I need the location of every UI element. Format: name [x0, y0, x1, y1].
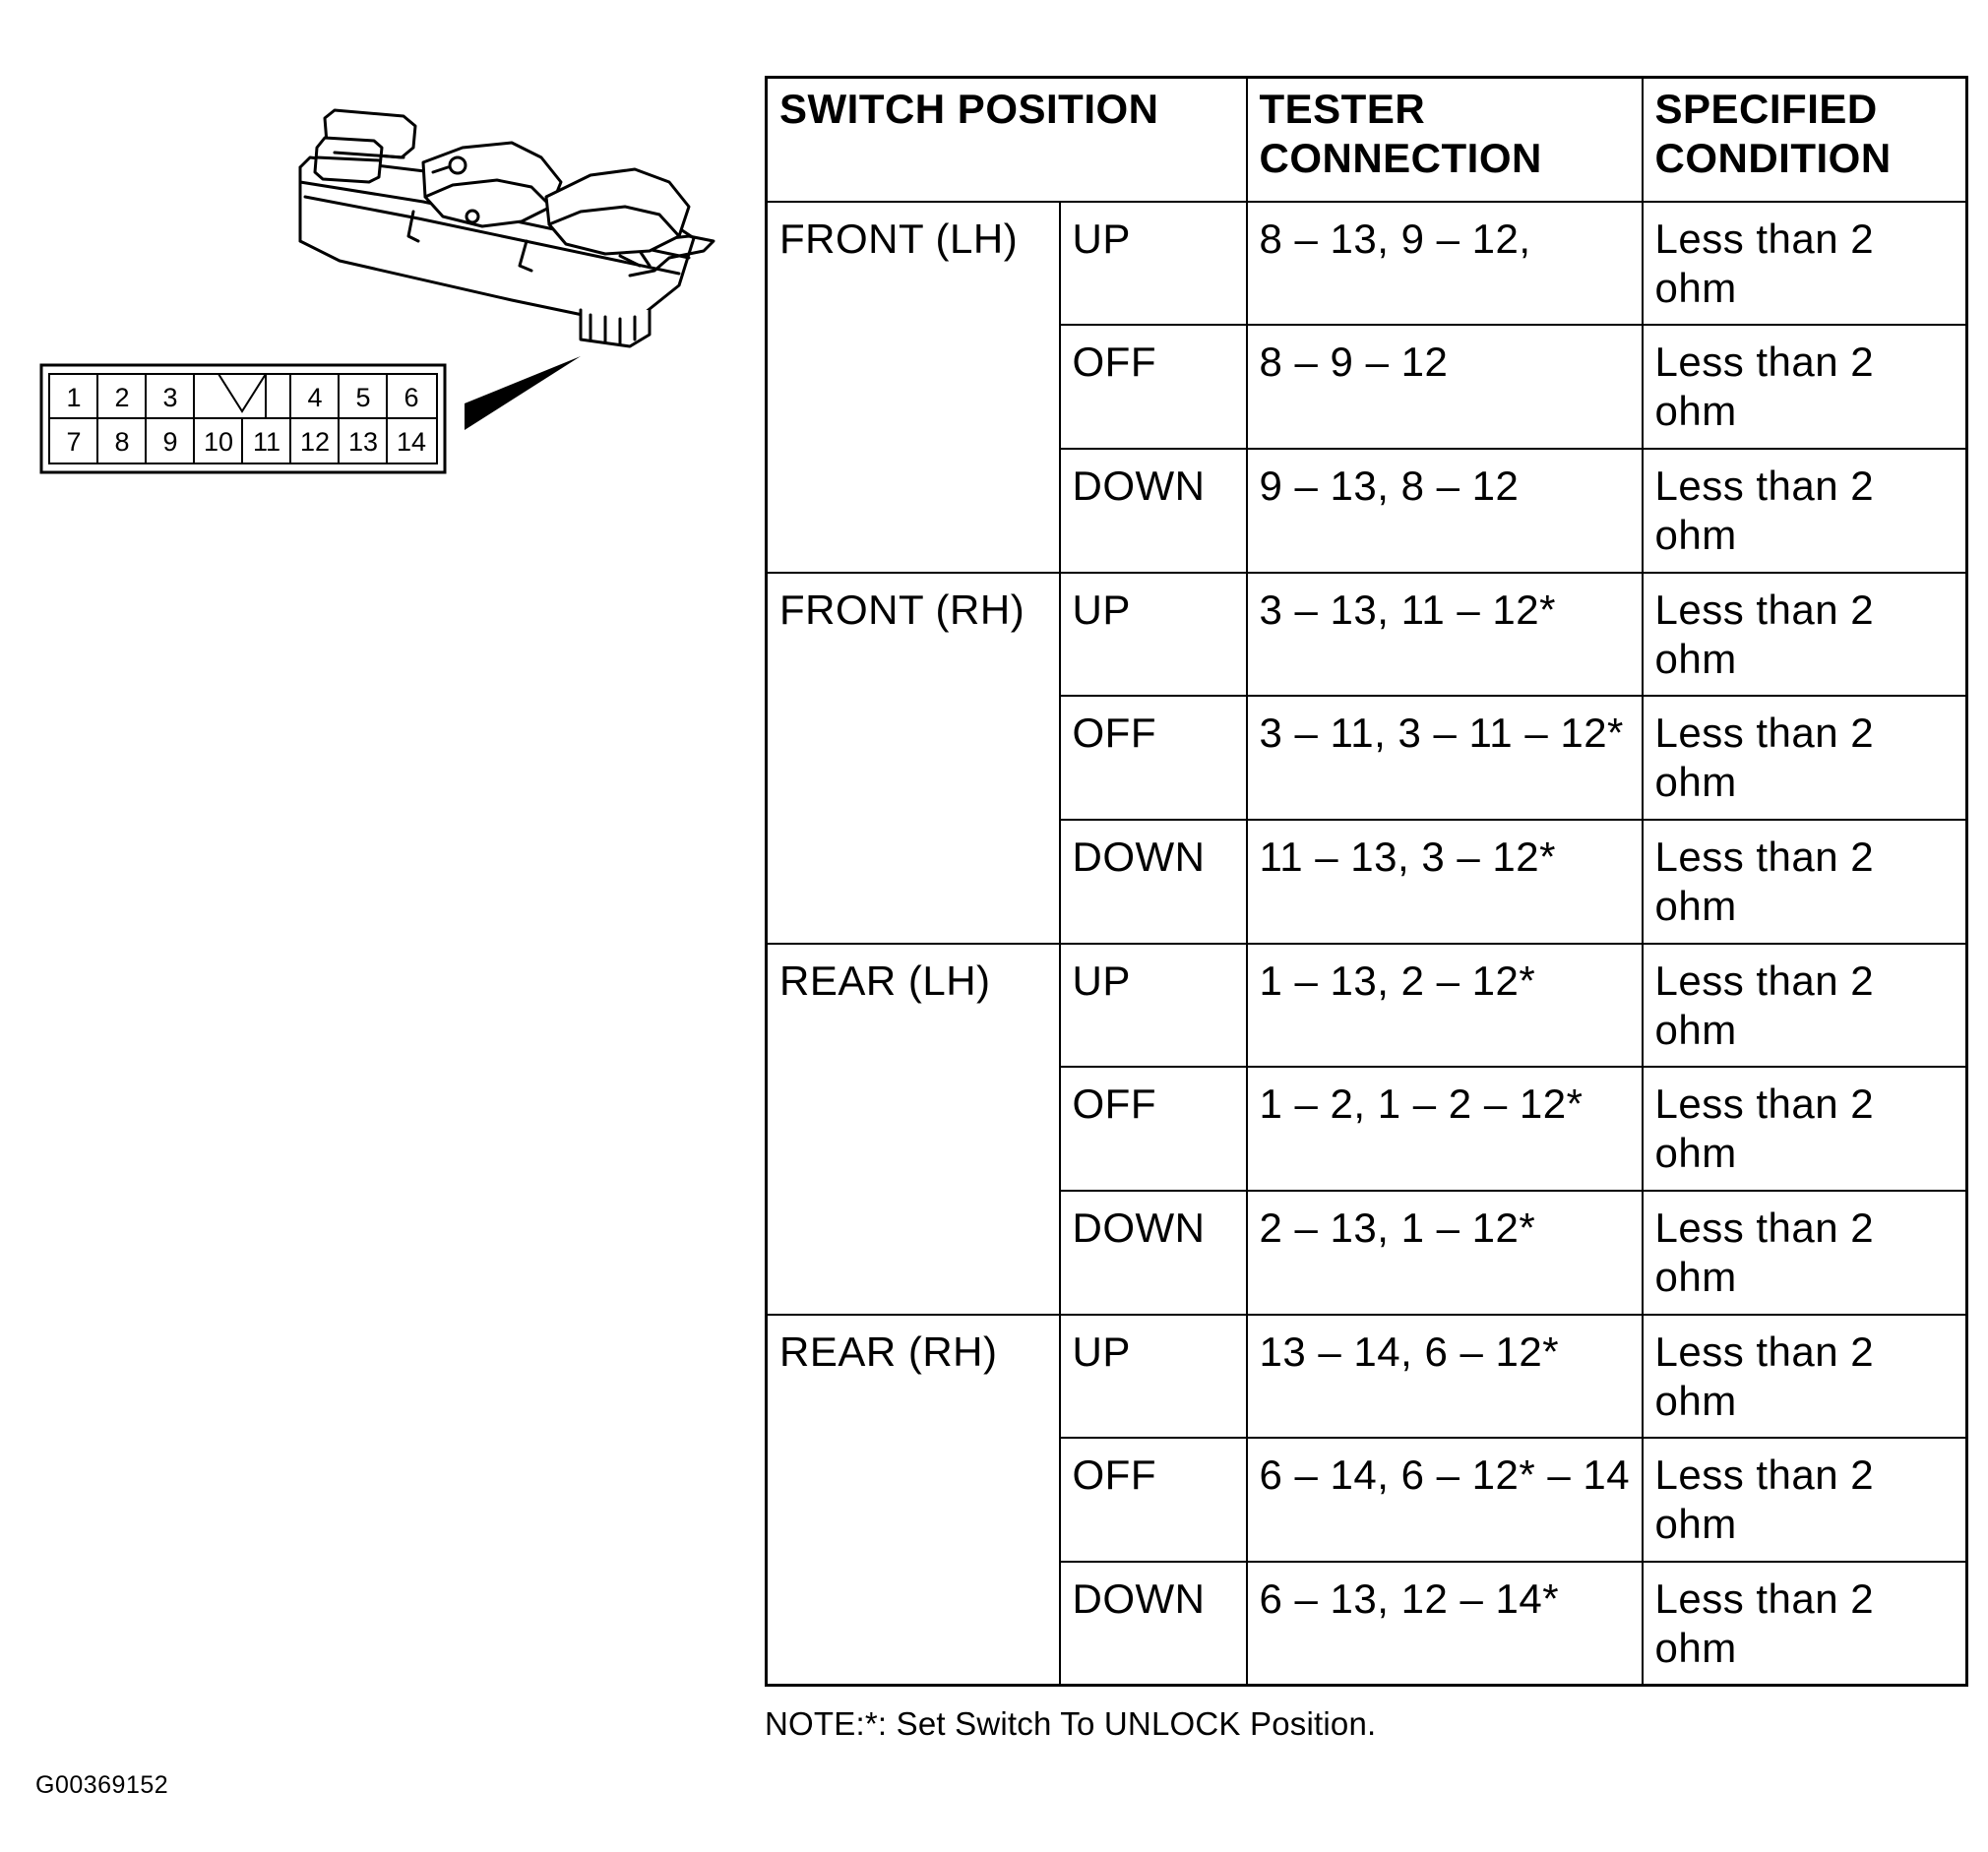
condition-cell: Less than 2 ohm	[1643, 573, 1967, 697]
connection-cell: 8 – 13, 9 – 12,	[1247, 202, 1643, 326]
connection-cell: 8 – 9 – 12	[1247, 325, 1643, 449]
table-row	[767, 573, 1967, 697]
pin-6: 6	[404, 383, 419, 412]
state-cell: UP	[1060, 944, 1247, 1068]
state-cell: DOWN	[1060, 1562, 1247, 1686]
pin-9: 9	[162, 427, 178, 457]
table-row	[767, 1315, 1967, 1439]
state-cell: UP	[1060, 202, 1247, 326]
connection-cell: 2 – 13, 1 – 12*	[1247, 1191, 1643, 1315]
state-cell: OFF	[1060, 1438, 1247, 1562]
table-row	[767, 944, 1967, 1068]
pin-2: 2	[114, 383, 130, 412]
pin-1: 1	[66, 383, 82, 412]
condition-cell: Less than 2 ohm	[1643, 1067, 1967, 1191]
condition-cell: Less than 2 ohm	[1643, 202, 1967, 326]
position-cell: REAR (RH)	[767, 1315, 1060, 1686]
table-row	[767, 202, 1967, 326]
switch-inspection-table	[765, 76, 1968, 1687]
pin-10: 10	[203, 427, 234, 457]
state-cell: OFF	[1060, 325, 1247, 449]
header-specified-condition: SPECIFIED CONDITION	[1643, 78, 1967, 202]
pin-3: 3	[162, 383, 178, 412]
connection-cell: 1 – 2, 1 – 2 – 12*	[1247, 1067, 1643, 1191]
state-cell: DOWN	[1060, 449, 1247, 573]
connection-cell: 6 – 13, 12 – 14*	[1247, 1562, 1643, 1686]
connection-cell: 13 – 14, 6 – 12*	[1247, 1315, 1643, 1439]
connection-cell: 1 – 13, 2 – 12*	[1247, 944, 1643, 1068]
connection-cell: 11 – 13, 3 – 12*	[1247, 820, 1643, 944]
header-tester-connection: TESTER CONNECTION	[1247, 78, 1643, 202]
connection-cell: 6 – 14, 6 – 12* – 14	[1247, 1438, 1643, 1562]
state-cell: UP	[1060, 1315, 1247, 1439]
condition-cell: Less than 2 ohm	[1643, 944, 1967, 1068]
position-cell: FRONT (RH)	[767, 573, 1060, 944]
state-cell: OFF	[1060, 1067, 1247, 1191]
pin-8: 8	[114, 427, 130, 457]
state-cell: OFF	[1060, 696, 1247, 820]
pointer-arrow	[465, 356, 581, 430]
condition-cell: Less than 2 ohm	[1643, 1438, 1967, 1562]
position-cell: FRONT (LH)	[767, 202, 1060, 573]
connector-housing	[581, 310, 650, 346]
pin-11: 11	[252, 427, 281, 457]
condition-cell: Less than 2 ohm	[1643, 1191, 1967, 1315]
condition-cell: Less than 2 ohm	[1643, 325, 1967, 449]
condition-cell: Less than 2 ohm	[1643, 696, 1967, 820]
connector-pinout	[0, 0, 453, 482]
condition-cell: Less than 2 ohm	[1643, 1315, 1967, 1439]
pin-12: 12	[299, 427, 331, 457]
position-cell: REAR (LH)	[767, 944, 1060, 1315]
condition-cell: Less than 2 ohm	[1643, 1562, 1967, 1686]
connection-cell: 3 – 11, 3 – 11 – 12*	[1247, 696, 1643, 820]
pin-5: 5	[355, 383, 371, 412]
pin-14: 14	[396, 427, 427, 457]
pin-7: 7	[66, 427, 82, 457]
connection-cell: 3 – 13, 11 – 12*	[1247, 573, 1643, 697]
pin-13: 13	[347, 427, 379, 457]
pin-4: 4	[307, 383, 323, 412]
state-cell: DOWN	[1060, 1191, 1247, 1315]
condition-cell: Less than 2 ohm	[1643, 820, 1967, 944]
state-cell: UP	[1060, 573, 1247, 697]
header-switch-position: SWITCH POSITION	[767, 78, 1247, 202]
condition-cell: Less than 2 ohm	[1643, 449, 1967, 573]
table-header-row	[767, 78, 1967, 202]
state-cell: DOWN	[1060, 820, 1247, 944]
figure-code: G00369152	[35, 1771, 169, 1799]
connection-cell: 9 – 13, 8 – 12	[1247, 449, 1643, 573]
table-note: NOTE:*: Set Switch To UNLOCK Position.	[765, 1705, 1377, 1742]
